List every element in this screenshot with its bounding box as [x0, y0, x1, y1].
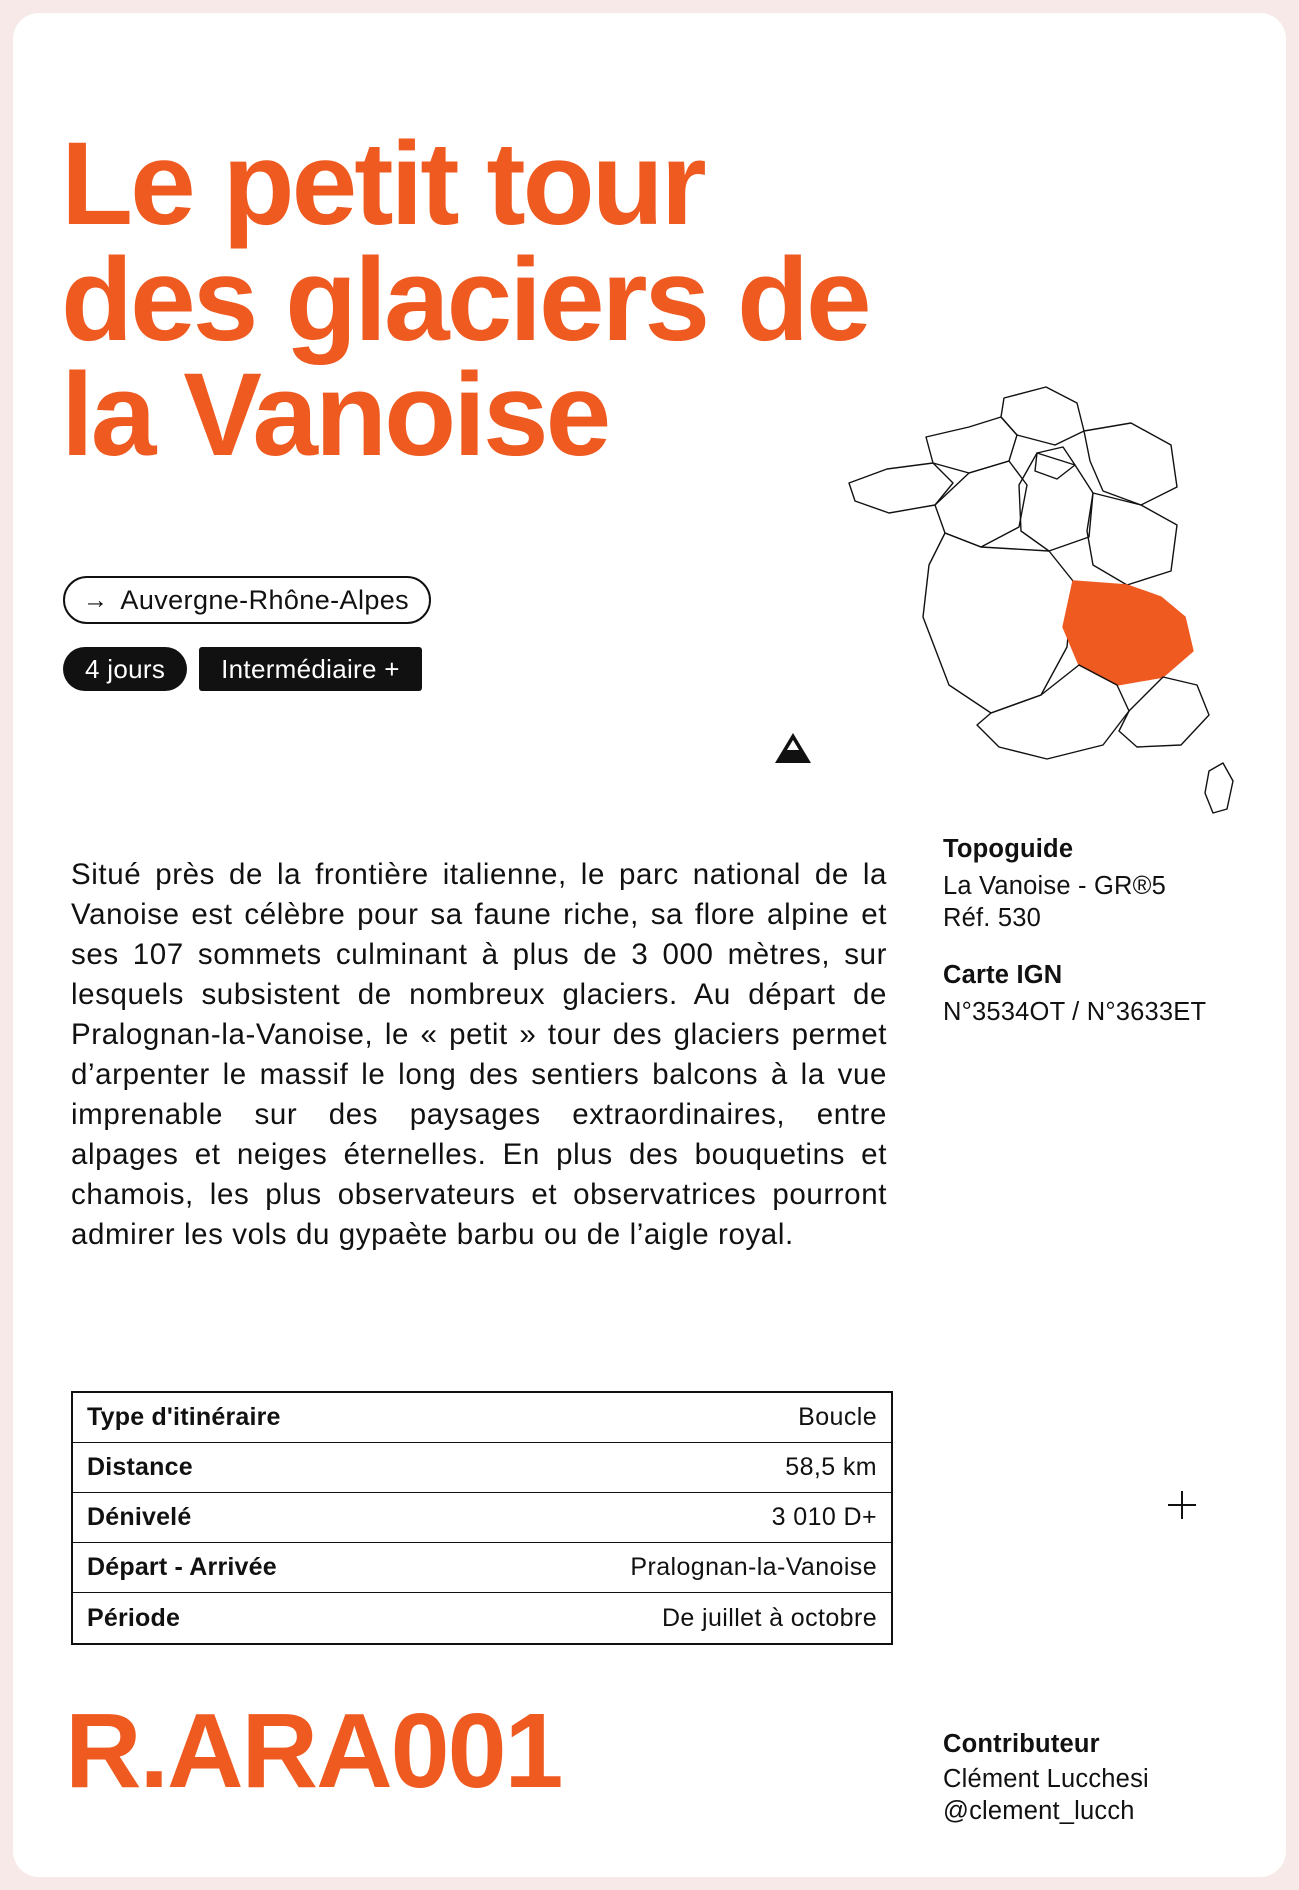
tag-difficulty[interactable]: Intermédiaire +	[199, 647, 422, 691]
spec-label-periode: Période	[87, 1603, 181, 1632]
contributor-block	[943, 1728, 1149, 1828]
spec-value-denivele: 3 010 D+	[771, 1503, 877, 1531]
tag-list	[63, 647, 422, 691]
spec-table	[71, 1391, 893, 1645]
arrow-right-icon: →	[83, 585, 109, 614]
france-map-icon	[841, 365, 1261, 815]
side-info	[943, 833, 1273, 1052]
spec-value-periode: De juillet à octobre	[661, 1603, 877, 1632]
contributor-handle[interactable]: @clement_lucch	[943, 1797, 1135, 1826]
title-line-1: Le petit tour	[61, 118, 704, 251]
carte-ign-line-1: N°3534OT / N°3633ET	[943, 997, 1207, 1026]
table-row	[73, 1493, 891, 1543]
table-row	[73, 1543, 891, 1593]
table-row	[73, 1593, 891, 1643]
table-row	[73, 1443, 891, 1493]
spec-value-type: Boucle	[798, 1403, 877, 1431]
contributor-heading: Contributeur	[943, 1730, 1100, 1758]
title-line-2: des glaciers de	[61, 233, 869, 366]
table-row	[73, 1393, 891, 1443]
topoguide-heading: Topoguide	[943, 835, 1074, 863]
reference-code: R.ARA001	[65, 1692, 562, 1810]
carte-ign-block	[943, 959, 1273, 1028]
spec-label-distance: Distance	[87, 1453, 193, 1481]
contributor-name: Clément Lucchesi	[943, 1764, 1149, 1793]
spec-label-depart-arrivee: Départ - Arrivée	[87, 1553, 277, 1581]
topoguide-line-2: Réf. 530	[943, 904, 1041, 933]
tag-duration[interactable]: 4 jours	[63, 647, 187, 691]
region-badge[interactable]	[63, 576, 431, 624]
title-line-3: la Vanoise	[61, 349, 609, 482]
spec-value-distance: 58,5 km	[785, 1453, 877, 1481]
spec-value-depart-arrivee: Pralognan-la-Vanoise	[630, 1553, 877, 1581]
spec-label-denivele: Dénivelé	[87, 1503, 192, 1531]
mountain-icon	[773, 731, 813, 765]
spec-label-type: Type d'itinéraire	[87, 1403, 281, 1431]
topoguide-block	[943, 833, 1273, 935]
topoguide-line-1: La Vanoise - GR®5	[943, 871, 1166, 900]
description-text: Situé près de la frontière italienne, le parc national de la Vanoise est célèbre pour sa faune riche, sa flore alpine et ses 107 sommets culminant à plus de 3 000 mètres, sur lesquels subsistent de nombreux glaciers. Au départ de Pralognan-la-Vanoise, le « petit » tour des glaciers permet d’arpenter le massif le long des sentiers balcons à la vue imprenable sur des paysages extraordinaires, entre alpages et neiges éternelles. En plus des bouquetins et chamois, les plus observateurs et observatrices pourront admirer les vols du gypaète barbu ou de l’aigle royal.	[71, 857, 887, 1252]
carte-ign-heading: Carte IGN	[943, 960, 1063, 989]
region-label: Auvergne-Rhône-Alpes	[120, 584, 410, 615]
plus-icon	[1168, 1491, 1196, 1519]
itinerary-card	[13, 13, 1286, 1877]
